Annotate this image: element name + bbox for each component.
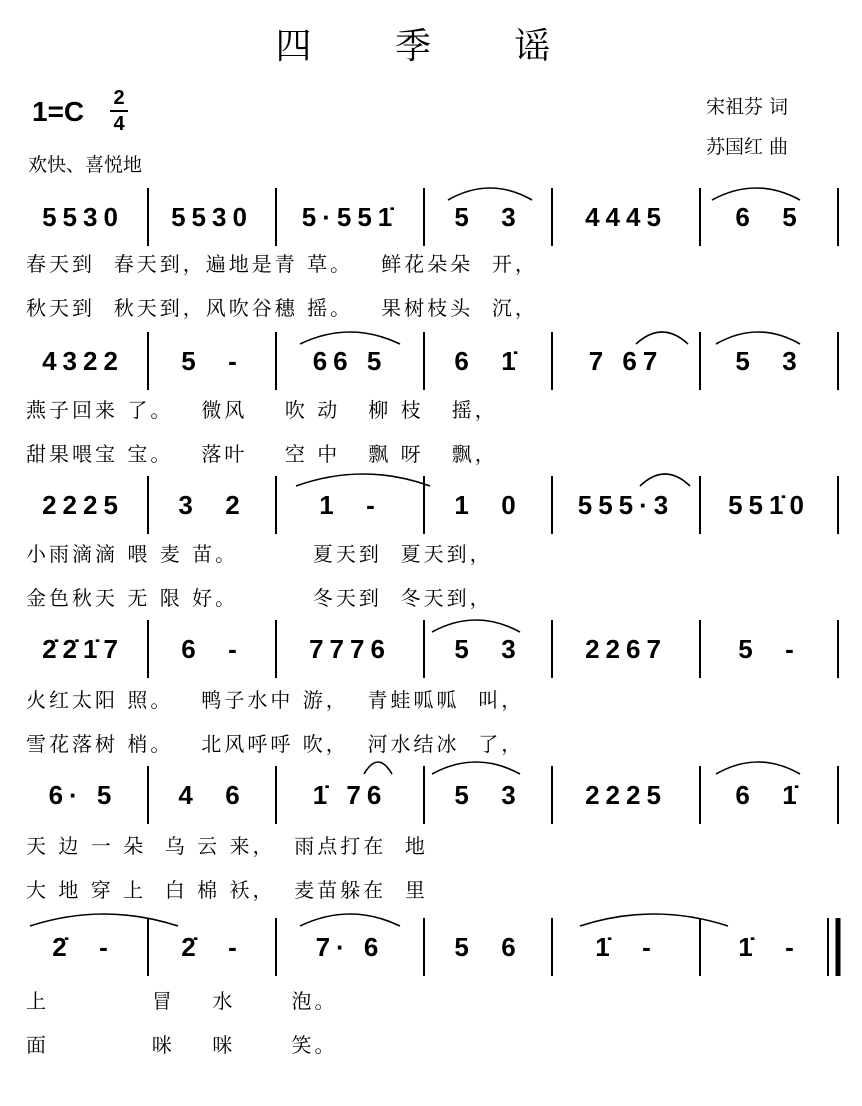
measure: 5530 [171,202,253,232]
measure: 6 1̇ [735,780,803,810]
measure: 5 3 [454,202,522,232]
lyric-line-verse2: 面 咪 咪 笑。 [26,1033,338,1057]
measure: 5 3 [454,780,522,810]
lyric-line-verse2: 大 地 穿 上 白 棉 袄， 麦苗躲在 里 [26,878,428,902]
slur-arc [300,332,400,344]
measure: 7· 6 [315,932,385,962]
measure: 2267 [585,634,667,664]
measure: 2̇ - [52,932,114,962]
measure: 4445 [585,202,667,232]
measure: 1̇ - [595,932,657,962]
measure: 6 5 [735,202,803,232]
lyric-line-verse1: 火红太阳 照。 鸭子水中 游， 青蛙呱呱 叫， [26,688,525,712]
slur-arc [640,474,690,486]
measure: 66 5 [312,346,388,376]
measure: 3 2 [178,490,246,520]
measure: 2̇ - [181,932,243,962]
lyric-line-verse2: 甜果喂宝 宝。 落叶 空 中 飘 呀 飘， [26,442,498,466]
measure: 4 6 [178,780,246,810]
slur-arc [300,914,400,926]
measure: 6· 5 [48,780,118,810]
tempo-marking: 欢快、喜悦地 [28,154,143,176]
measure: 5 6 [454,932,522,962]
slur-arc [296,474,430,486]
slur-arc [716,332,800,344]
measure: 555·3 [577,490,675,520]
lyric-line-verse2: 金色秋天 无 限 好。 冬天到 冬天到， [26,586,493,610]
lyric-line-verse1: 上 冒 水 泡。 [26,989,338,1013]
slur-arc [580,914,728,926]
key-signature: 1=C [32,96,85,127]
measure: 2̇2̇1̇7 [42,634,124,664]
measure: 5·551̇ [301,202,399,232]
lyric-line-verse1: 燕子回来 了。 微风 吹 动 柳 枝 摇， [26,398,498,422]
measure: 5530 [42,202,124,232]
measure: 5 - [181,346,243,376]
time-signature-bottom: 4 [113,113,125,135]
measure: 4322 [42,346,124,376]
measure: 5 3 [454,634,522,664]
measure: 1̇ - [738,932,800,962]
slur-arc [636,332,688,344]
lyric-line-verse1: 天 边 一 朵 乌 云 来， 雨点打在 地 [26,834,428,858]
lyricist-credit: 宋祖芬 词 [706,96,789,118]
slur-arc [30,914,178,926]
lyric-line-verse1: 小雨滴滴 喂 麦 苗。 夏天到 夏天到， [26,542,493,566]
measure: 6 - [181,634,243,664]
slur-arc [432,620,520,632]
measure: 5 - [738,634,800,664]
measure: 2225 [585,780,667,810]
slur-arc [712,188,800,200]
measure: 2225 [42,490,124,520]
song-title: 四 季 谣 [275,26,587,67]
measure: 1̇ 76 [312,780,388,810]
lyric-line-verse2: 秋天到 秋天到，风吹谷穗 摇。 果树枝头 沉， [26,296,538,320]
measure: 1 - [319,490,381,520]
slur-arc [448,188,532,200]
slur-arc [432,762,520,774]
time-signature-top: 2 [113,87,125,109]
slur-arc [364,762,392,774]
composer-credit: 苏国红 曲 [706,136,789,158]
lyric-line-verse2: 雪花落树 梢。 北风呼呼 吹， 河水结冰 了， [26,732,525,756]
measure: 551̇0 [728,490,810,520]
measure: 5 3 [735,346,803,376]
measure: 1 0 [454,490,522,520]
measure: 7 67 [588,346,664,376]
measure: 7776 [309,634,391,664]
measure: 6 1̇ [454,346,522,376]
slur-arc [716,762,800,774]
lyric-line-verse1: 春天到 春天到，遍地是青 草。 鲜花朵朵 开， [26,252,538,276]
